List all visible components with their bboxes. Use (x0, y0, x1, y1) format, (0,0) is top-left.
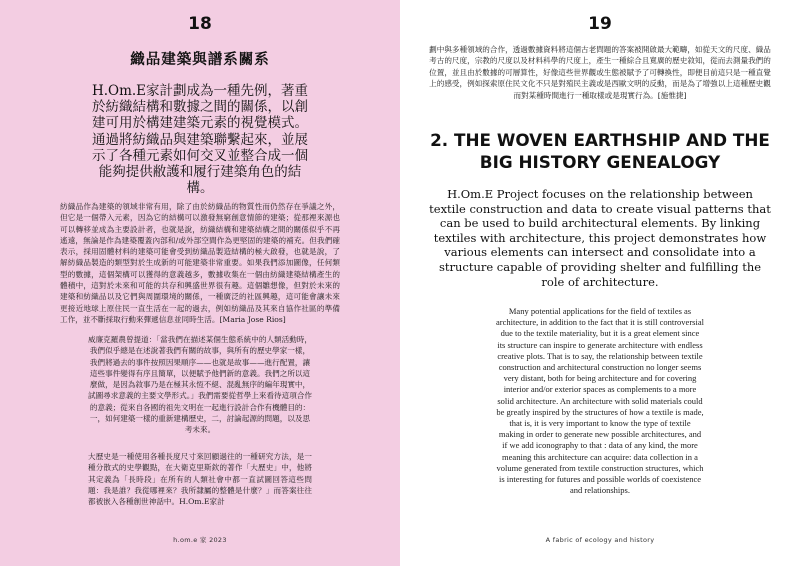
english-body-paragraph: Many potential applications for the field of textiles as architecture, in addition to the fact that it is still controversial due to the textile materiality, but it is a great element since its structure can inspire to generate architecture with endless creative plots. That is to say, the relationship between textile construction and architectural construction no longer seems very distant, both for being architecture and for covering interior and/or exterior spaces as complements to a more solid architecture. An architecture with solid materials could be greatly inspired by the structures of how a textile is made, that is, it is very important to know the type of textile making in order to generate new possible architectures, and if we add iconography to that : data of any kind, the more meaning this architecture can acquire: data collection in a volume generated from textile construction structures, which is interesting for futures and possible worlds of coexistence and relationships. (496, 306, 704, 496)
page-number-right: 19 (588, 14, 612, 34)
chinese-body-paragraph-2: 威廉克羅農曾提道：「當我們在描述某個生態系統中的人類活動時，我們似乎總是在述說著我們有關的故事，與所有的歷史學家一樣，我們將過去的事件按照因果順序——也就是故事——進行配置，讓這些事件變得有序且簡單，以便賦予他們新的意義。我們之所以這麼做，是因為敘事乃是在極其永恆不絕、混亂無序的編年現實中，試圖尋求意義的主要文學形式。」我們需要從哲學上來看待這項合作的意義；從來自各國的祖先文明在一起進行設計合作有機體目的：一，如何建築一樣的重新建構歷史，二，討論起源的問題，以及思考未來。 (88, 335, 313, 435)
page-number-left: 18 (188, 14, 212, 34)
chinese-body-paragraph-1: 紡織品作為建築的領域非常有用，除了由於紡織品的物質性而仍然存在爭議之外，但它是一個帶入元素，因為它的結構可以激發無窮創意情節的建築；從那裡來源也可以轉移並成為主要設計者，也就是說，紡織結構和建築結構之間的關係似乎不再遙遠，無論是作為建築覆蓋內部和/或外部空間作為更堅固的建築的補充。但我們確表示，採用固體材料的建築可能會受到紡織品製造結構的極大啟發，也就是說，了解紡織品製造的類型對於生成新的可能建築非常重要。如果我們添加圖像，任何類型的數據，這個架構可以獲得的意義越多，數據收集在一個由紡織建築結構產生的體積中，這對於未來和可能的共存和興盛世界很有趣。這個雛想像，但對於未來的建築和紡織品以及它們與周圍環境的關係，一種廣泛的社區興趣，這可能會讓未來更接近地球上原住民一直生活在一起的過去，例如紡織品及其來自協作社區的準備工作，並不斷採取行動來彈遞信息並同時生活。[Maria Jose Rios] (60, 202, 340, 324)
footer-left: h.om.e 家 2023 (173, 536, 227, 544)
english-section-title: 2. THE WOVEN EARTHSHIP AND THE BIG HISTORY GENEALOGY (430, 130, 770, 172)
right-page (400, 0, 800, 566)
chinese-continued-paragraph: 劃中與多種領域的合作，透過數據資料將這個古老問題的答案被開啟最大範疇，如從天文的尺度、織品考古的尺度，宗教的尺度以及材料科學的尺度上，產生一種綜合且寬廣的歷史敘知，從而去測量我們的位置，並且由於數據的可層算性，好像這些世界觀或生態被賦予了可轉換性，即便目前這只是一種直覺上的感受，例如探索原住民文化不只是對殖民主義或是西歐文明的反動，而是為了增強以上這種歷史觀而對某種時間進行一種取樣或是現實行為。[施惟捷] (429, 45, 771, 100)
footer-right: A fabric of ecology and history (545, 536, 655, 544)
english-intro-paragraph: H.Om.E Project focuses on the relationship between textile construction and data to create visual patterns that can be used to build architectural elements. By linking textiles with architecture, this project demonstrates how various elements can intersect and consolidate into a structure capable of providing shelter and fulfilling the role of architecture. (429, 187, 771, 289)
chinese-section-title: 織品建築與譜系關系 (130, 52, 270, 68)
chinese-body-paragraph-3: 大歷史是一種使用各種長度尺寸來回顧過往的一種研究方法，是一種分散式的史學觀點，在大衛克里斯欽的著作「大歷史」中，他將其定義為「長時段」在所有的人類社會中都一直試圖回答這些問題：我是誰？我從哪裡來？我所隸屬的整體是什麼？」而答案往往都被嵌入各種創世神話中。H.Om.E家計 (88, 452, 312, 507)
chinese-intro-paragraph: H.Om.E家計劃成為一種先例，著重於紡織結構和數據之間的關係，以創建可用於構建建築元素的視覺模式。通過將紡織品與建築聯繫起來，並展示了各種元素如何交叉並整合成一個能夠提供敝護和履行建築角色的結構。 (91, 83, 309, 197)
